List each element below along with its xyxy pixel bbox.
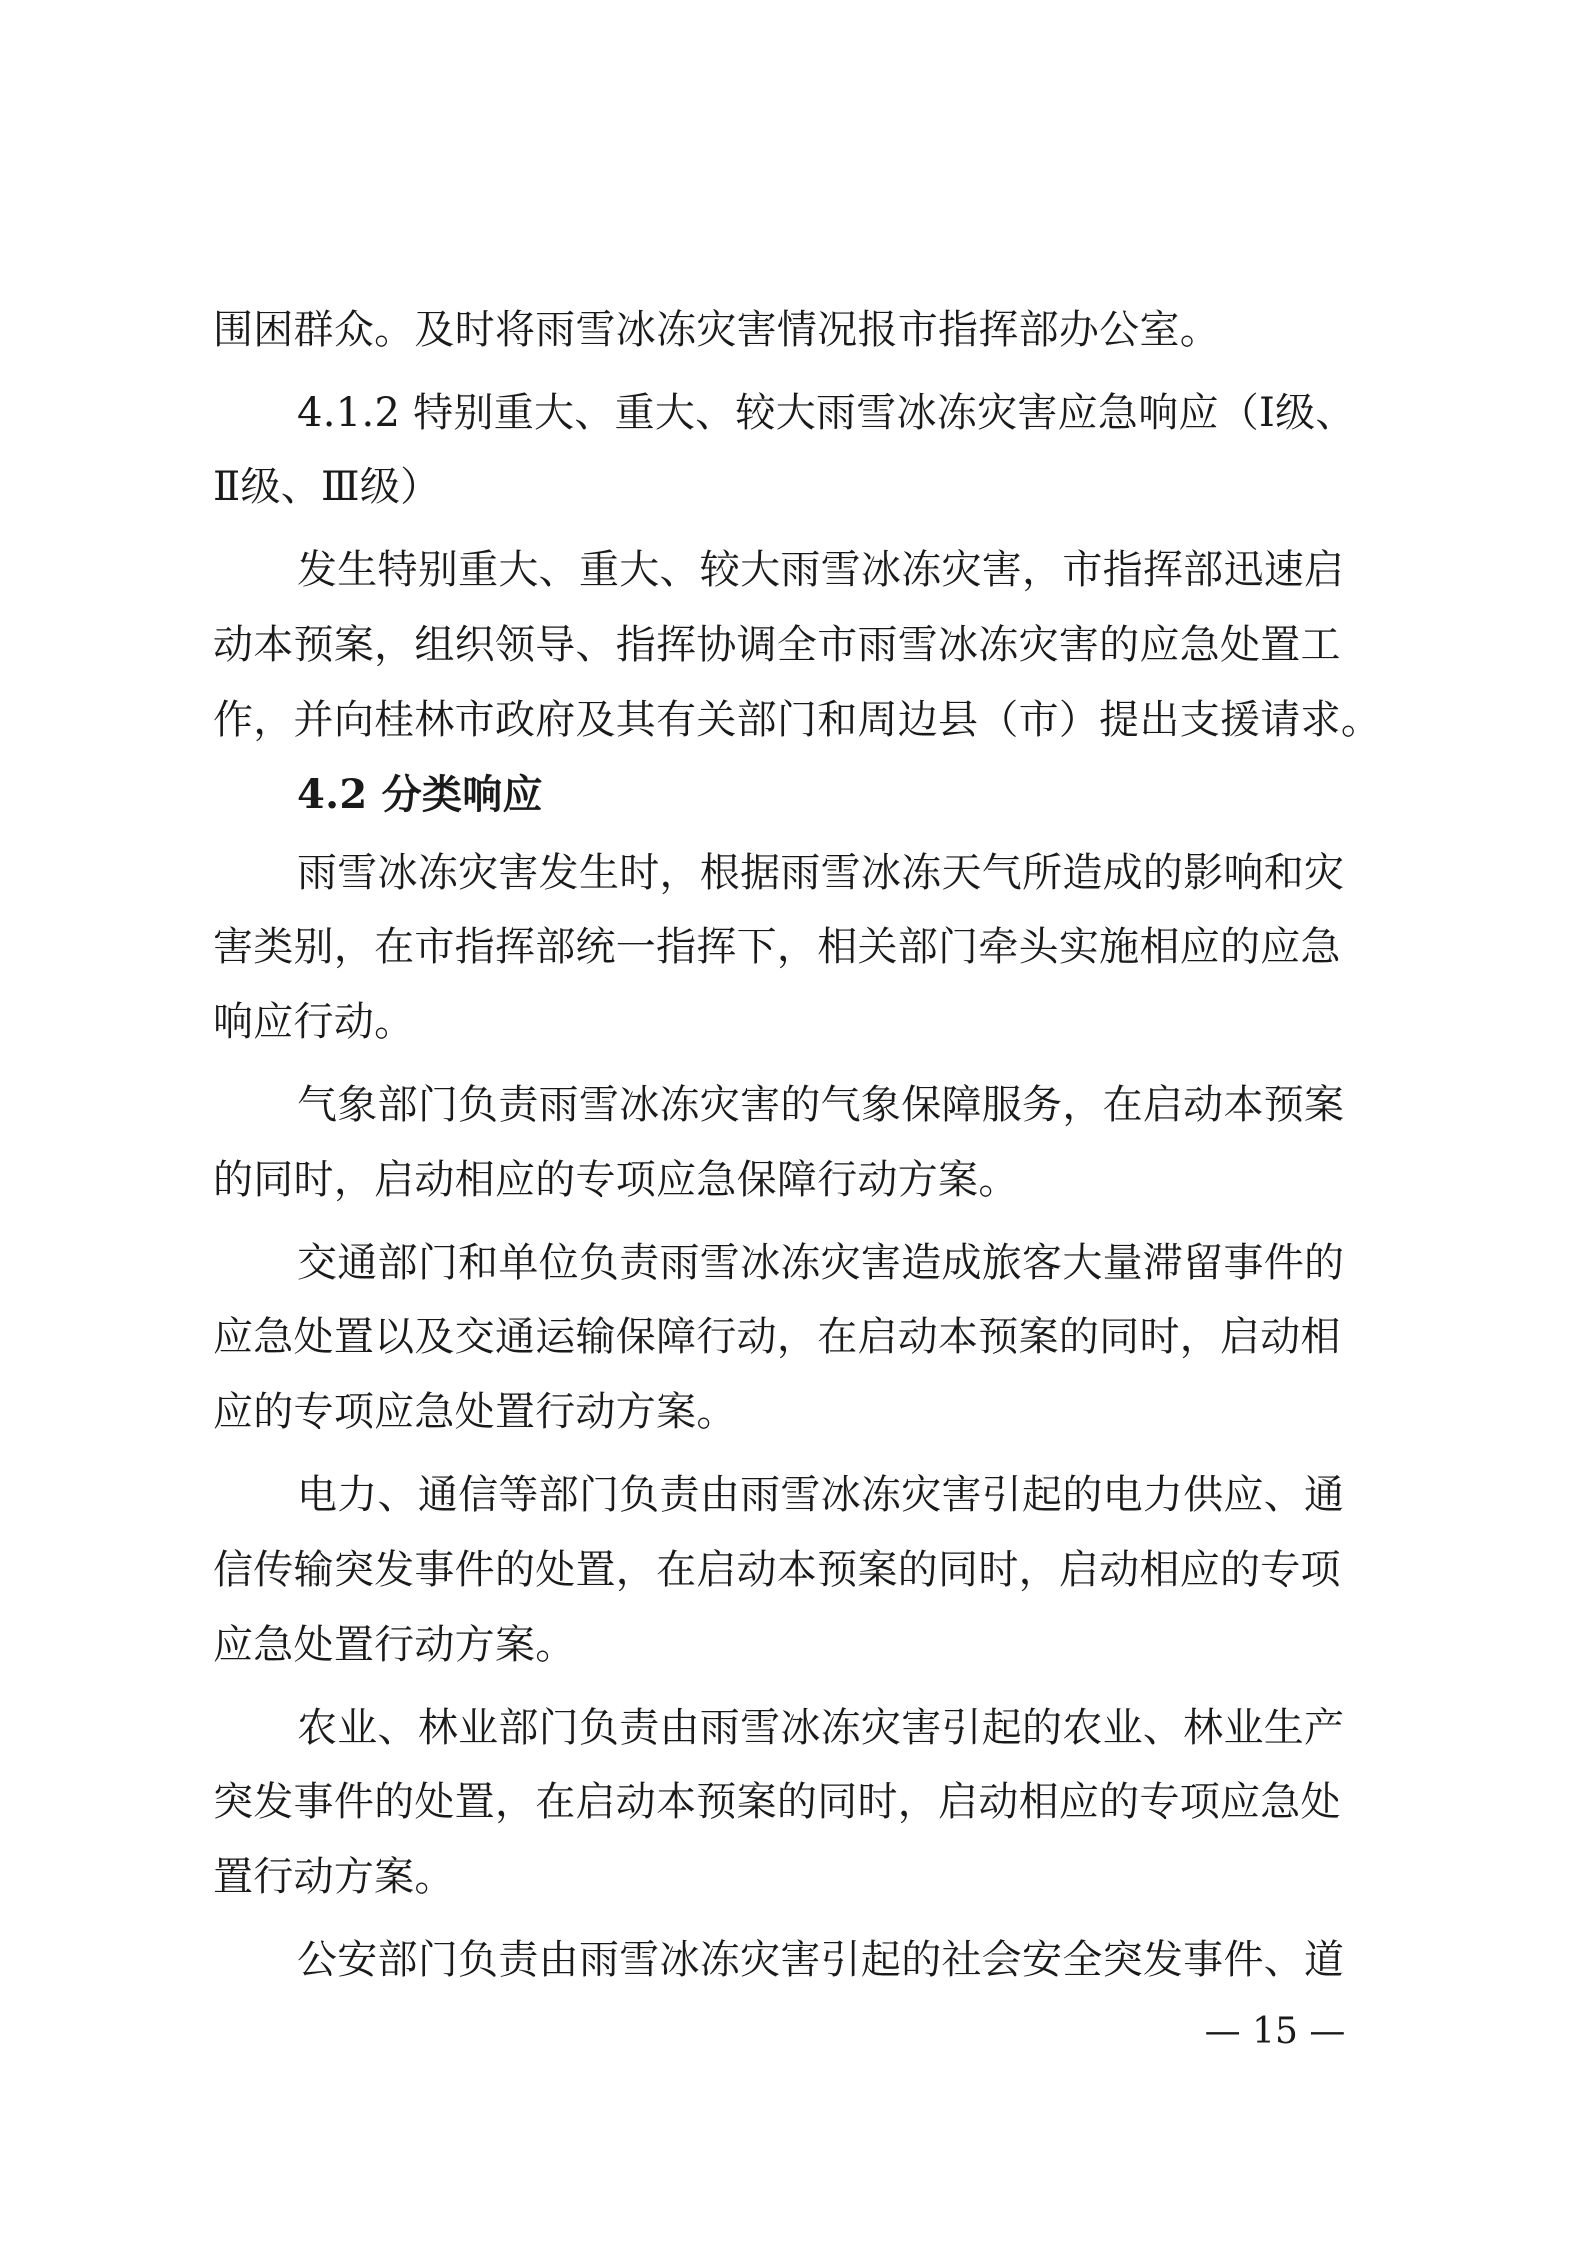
text-line: 农业、林业部门负责由雨雪冰冻灾害引起的农业、林业生产 <box>297 1705 1345 1751</box>
text-line: 公安部门负责由雨雪冰冻灾害引起的社会安全突发事件、道 <box>297 1937 1345 1983</box>
text-line: 电力、通信等部门负责由雨雪冰冻灾害引起的电力供应、通 <box>297 1472 1345 1518</box>
text-line: 应急处置行动方案。 <box>213 1622 576 1668</box>
text-line: 响应行动。 <box>213 999 415 1045</box>
text-line: 动本预案，组织领导、指挥协调全市雨雪冰冻灾害的应急处置工 <box>213 622 1341 668</box>
text-line: 气象部门负责雨雪冰冻灾害的气象保障服务，在启动本预案 <box>297 1082 1345 1128</box>
text-line: 应的专项应急处置行动方案。 <box>213 1389 737 1435</box>
text-line: 害类别，在市指挥部统一指挥下，相关部门牵头实施相应的应急 <box>213 924 1341 970</box>
section-heading-4-1-2-continued: Ⅱ级、Ⅲ级） <box>213 464 441 510</box>
page-number: — 15 — <box>1204 2011 1346 2052</box>
section-heading-4-1-2: 4.1.2 特别重大、重大、较大雨雪冰冻灾害应急响应（Ⅰ级、 <box>297 390 1356 436</box>
text-line: 作，并向桂林市政府及其有关部门和周边县（市）提出支援请求。 <box>213 697 1382 743</box>
text-line: 突发事件的处置，在启动本预案的同时，启动相应的专项应急处 <box>213 1779 1341 1825</box>
text-line: 发生特别重大、重大、较大雨雪冰冻灾害，市指挥部迅速启 <box>297 547 1345 593</box>
section-heading-4-2: 4.2 分类响应 <box>297 771 543 818</box>
text-line: 的同时，启动相应的专项应急保障行动方案。 <box>213 1157 1019 1203</box>
text-line: 交通部门和单位负责雨雪冰冻灾害造成旅客大量滞留事件的 <box>297 1240 1345 1286</box>
text-line: 围困群众。及时将雨雪冰冻灾害情况报市指挥部办公室。 <box>213 307 1220 353</box>
text-line: 置行动方案。 <box>213 1854 455 1900</box>
text-line: 应急处置以及交通运输保障行动，在启动本预案的同时，启动相 <box>213 1314 1341 1360</box>
text-line: 信传输突发事件的处置，在启动本预案的同时，启动相应的专项 <box>213 1547 1341 1593</box>
text-line: 雨雪冰冻灾害发生时，根据雨雪冰冻天气所造成的影响和灾 <box>297 850 1345 896</box>
